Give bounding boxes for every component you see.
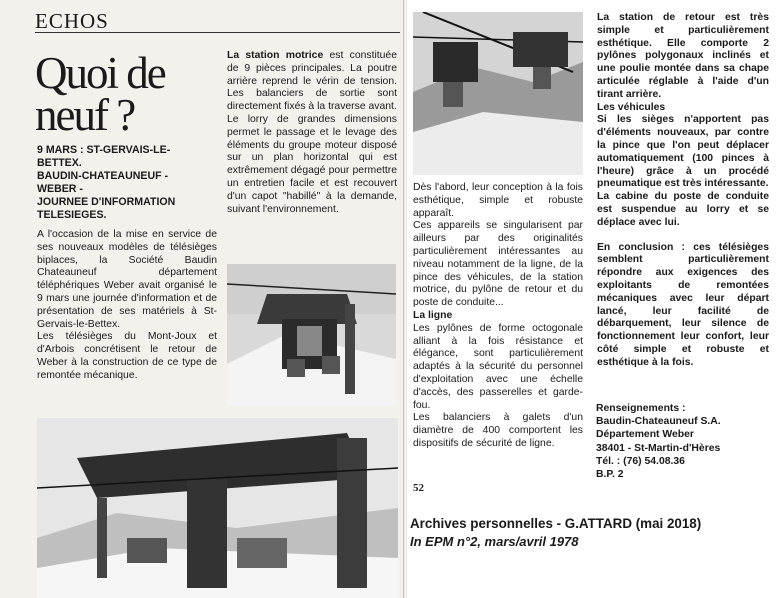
section-heading: La ligne xyxy=(413,309,453,321)
headline-line: neuf ? xyxy=(35,90,135,140)
event-line: BETTEX. xyxy=(37,157,82,169)
contact-line: Renseignements : xyxy=(596,403,686,414)
section-heading: La station motrice xyxy=(227,50,324,61)
paragraph: est constituée de 9 pièces principales. La poutre arrière reprend le vérin de tension. Les balanciers de sortie sont directement fixés à la traverse avant. xyxy=(227,50,397,113)
paragraph: Les balanciers à galets d'un diamètre de 400 comportent les dispositifs de sécurité de ligne. xyxy=(413,412,583,449)
event-line: JOURNEE D'INFORMATION xyxy=(37,196,176,208)
paragraph: est très simple et particulièrement esthétique. Elle comporte 2 pylônes polygonaux inclinés et une poulie montée dans sa chape articulée réglable à l'aide d'un tirant arrière. xyxy=(597,12,769,100)
conclusion-paragraph: En conclusion : ces télésièges semblent particulièrement répondre aux exigences des exploitants de remontées mécaniques avec leur départ lancé, leur facilité de débarquement, leur silence de fonctionnement leur confort, leur côté simple et robuste et esthétique à la fois. xyxy=(597,241,769,368)
headline xyxy=(35,48,220,140)
page-number: 52 xyxy=(413,482,424,494)
paragraph: La cabine du poste de conduite est suspendue au lorry et se déplace avec lui. xyxy=(597,191,769,228)
photo-ligne xyxy=(413,12,583,175)
source-credit: In EPM n°2, mars/avril 1978 xyxy=(410,534,579,549)
contact-line: Département Weber xyxy=(596,429,694,441)
photo-station-motrice xyxy=(227,264,396,406)
event-line: WEBER - xyxy=(37,183,83,195)
page-spine xyxy=(403,0,407,598)
section-heading: Les véhicules xyxy=(597,101,666,113)
event-line: TELESIEGES. xyxy=(37,209,107,221)
section-heading: La station de retour xyxy=(597,12,716,23)
contact-line: Baudin-Chateauneuf S.A. xyxy=(596,416,721,428)
right-column xyxy=(597,12,769,370)
contact-line: Tél. : (76) 54.08.36 xyxy=(596,455,685,467)
event-line: BAUDIN-CHATEAUNEUF - xyxy=(37,170,169,182)
photo-station-bottom xyxy=(37,418,398,598)
headline-line: Quoi de xyxy=(35,48,165,98)
archive-credit: Archives personnelles - G.ATTARD (mai 2018) xyxy=(410,516,702,531)
section-header: ECHOS xyxy=(35,10,400,33)
intro-column xyxy=(37,229,217,383)
paragraph: Les pylônes de forme octogonale alliant à la fois résistance et élégance, sont particulièrement adaptés à la sécurité du personnel d'exploitation avec une échelle d'accès, des passerelles et garde-fou. xyxy=(413,322,583,411)
paragraph: Si les sièges n'apportent pas d'éléments nouveaux, par contre la pince que l'on peut déplacer automatiquement (100 pinces à l'heure) grâce à un procédé pneumatique est très intéressante. xyxy=(597,114,769,190)
paragraph: Le lorry de grandes dimensions permet le passage et le levage des éléments du groupe moteur disposé sur un plan horizontal qui est extrêmement dégagé pour permettre un entretien facile et est recouvert d'un capot "habillé" à la demande, suivant l'environnement. xyxy=(227,113,397,215)
paragraph: Dès l'abord, leur conception à la fois esthétique, simple et robuste apparaît. xyxy=(413,182,583,219)
paragraph: Ces appareils se singularisent par ailleurs par des originalités particulièrement intéressantes au niveau notamment de la ligne, de la pince des véhicules, de la station motrice, du pylône de retour et du poste de conduite... xyxy=(413,220,583,309)
motrice-column xyxy=(227,50,397,216)
event-title xyxy=(37,144,217,222)
event-line: 9 MARS : ST-GERVAIS-LE- xyxy=(37,144,171,156)
contact-line: 38401 - St-Martin-d'Hères xyxy=(596,442,721,454)
paragraph: A l'occasion de la mise en service de ses nouveaux modèles de télésièges biplaces, la Société Baudin Chateauneuf département téléphériques Weber avait organisé le 9 mars une journée d'information et de présentation de ses matériels à St-Gervais-le-Bettex. xyxy=(37,229,217,330)
middle-column xyxy=(413,182,583,451)
paragraph: Les télésièges du Mont-Joux et d'Arbois concrétisent le retour de Weber à la construction de ce type de remontée mécanique. xyxy=(37,331,217,381)
contact-line: B.P. 2 xyxy=(596,469,624,481)
contact-info xyxy=(596,402,771,481)
